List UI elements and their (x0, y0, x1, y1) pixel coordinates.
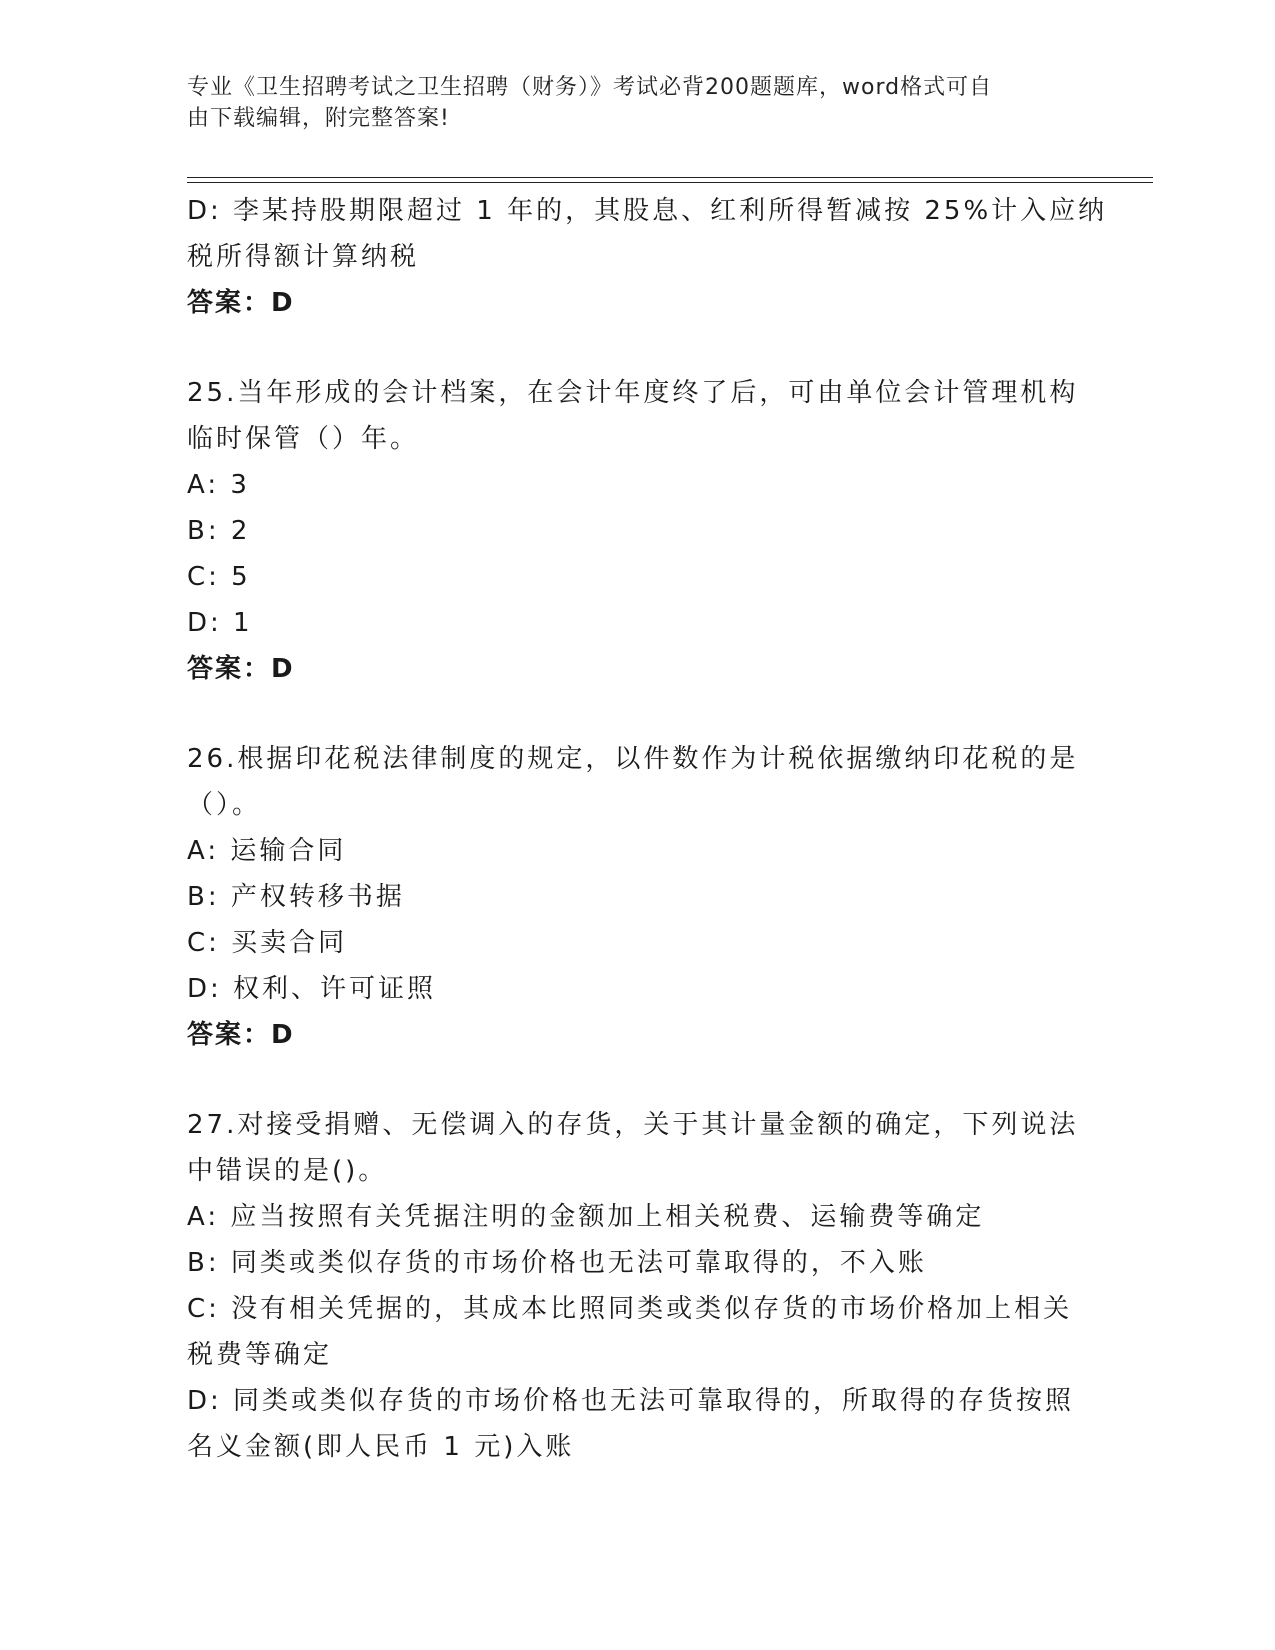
option-a: A: 3 (187, 470, 250, 500)
option-d-line-1: D: 李某持股期限超过 1 年的，其股息、红利所得暂减按 25%计入应纳 (187, 196, 1108, 226)
option-c: C: 5 (187, 562, 251, 592)
option-c-line-2: 税费等确定 (187, 1340, 333, 1370)
question-stem-line-2: 中错误的是()。 (187, 1156, 388, 1186)
header-divider-bottom (187, 182, 1153, 183)
header-title-line-2: 由下载编辑，附完整答案! (187, 106, 450, 131)
spacer (187, 326, 1067, 370)
question-stem-line-2: （）。 (187, 790, 262, 820)
option-c-line-1: C: 没有相关凭据的，其成本比照同类或类似存货的市场价格加上相关 (187, 1294, 1073, 1324)
option-d-line-1: D: 同类或类似存货的市场价格也无法可靠取得的，所取得的存货按照 (187, 1386, 1075, 1416)
option-d: D: 权利、许可证照 (187, 974, 437, 1004)
option-b: B: 产权转移书据 (187, 882, 405, 912)
option-a: A: 应当按照有关凭据注明的金额加上相关税费、运输费等确定 (187, 1202, 985, 1232)
option-a: A: 运输合同 (187, 836, 347, 866)
option-b: B: 同类或类似存货的市场价格也无法可靠取得的，不入账 (187, 1248, 927, 1278)
question-26 (187, 736, 1079, 1058)
option-b: B: 2 (187, 516, 251, 546)
option-d-line-2: 税所得额计算纳税 (187, 242, 420, 272)
question-27 (187, 1102, 1079, 1470)
header-title-line-1: 专业《卫生招聘考试之卫生招聘（财务）》考试必背200题题库，word格式可自 (187, 75, 993, 100)
option-c: C: 买卖合同 (187, 928, 348, 958)
header-divider-top (187, 177, 1153, 178)
answer-label: 答案：D (187, 654, 295, 684)
document-header (187, 72, 1067, 134)
question-stem-line-1: 26.根据印花税法律制度的规定，以件数作为计税依据缴纳印花税的是 (187, 744, 1079, 774)
spacer (187, 1058, 1067, 1102)
question-24-continuation (187, 188, 1108, 326)
option-d-line-2: 名义金额(即人民币 1 元)入账 (187, 1432, 575, 1462)
question-stem-line-2: 临时保管（）年。 (187, 424, 420, 454)
question-stem-line-1: 25.当年形成的会计档案，在会计年度终了后，可由单位会计管理机构 (187, 378, 1079, 408)
question-25 (187, 370, 1079, 692)
question-list (187, 188, 1108, 1470)
spacer (187, 692, 1067, 736)
option-d: D: 1 (187, 608, 253, 638)
answer-label: 答案：D (187, 288, 295, 318)
answer-label: 答案：D (187, 1020, 295, 1050)
question-stem-line-1: 27.对接受捐赠、无偿调入的存货，关于其计量金额的确定，下列说法 (187, 1110, 1079, 1140)
